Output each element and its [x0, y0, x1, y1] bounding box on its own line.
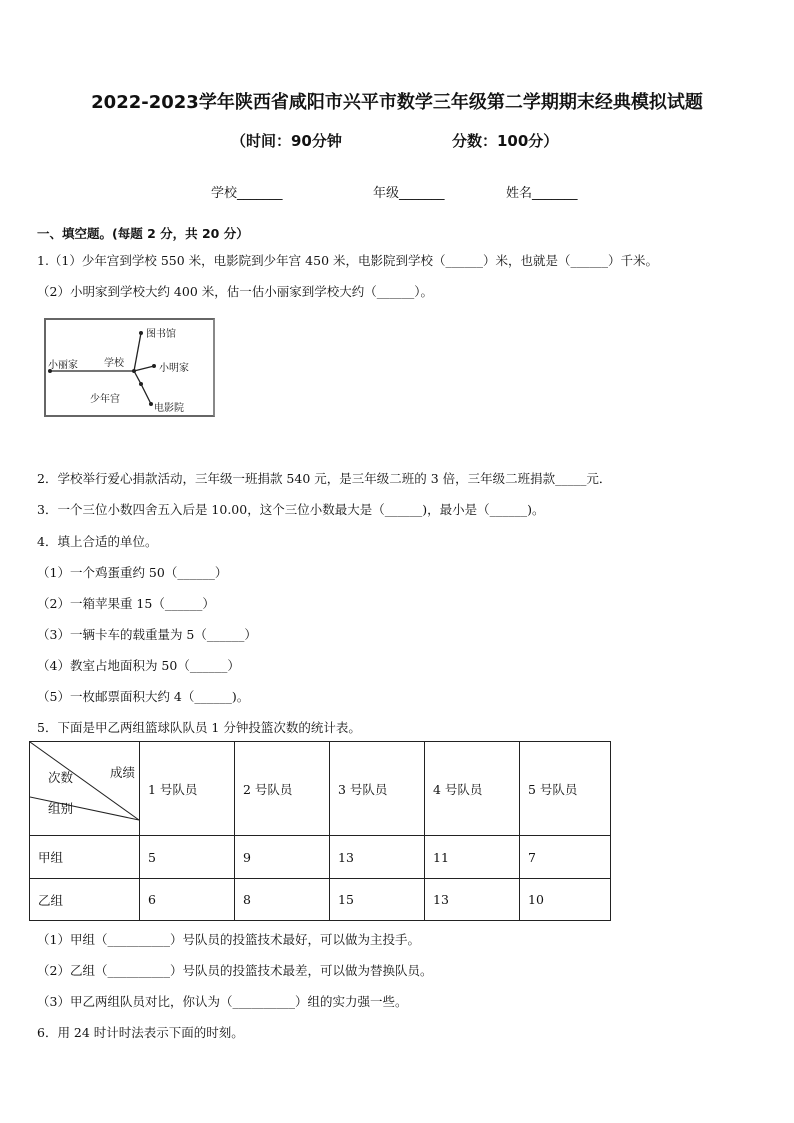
table-cell: 13	[330, 836, 425, 879]
map-library-label: 图书馆	[146, 329, 176, 340]
column-header: 4 号队员	[425, 742, 520, 836]
table-header-row	[30, 742, 611, 836]
question-5-2: （2）乙组（__________）号队员的投篮技术最差，可以做为替换队员。	[37, 963, 433, 978]
page-title: 2022-2023学年陕西省咸阳市兴平市数学三年级第二学期期末经典模拟试题	[91, 92, 703, 113]
question-4-5: （5）一枚邮票面积大约 4（______)。	[37, 689, 250, 704]
column-header: 1 号队员	[140, 742, 235, 836]
question-1-1: 1.（1）少年宫到学校 550 米，电影院到少年宫 450 米，电影院到学校（______）米，也就是（______）千米。	[37, 253, 658, 268]
column-header: 2 号队员	[235, 742, 330, 836]
question-5-3: （3）甲乙两组队员对比，你认为（__________）组的实力强一些。	[37, 994, 408, 1009]
question-4-1: （1）一个鸡蛋重约 50（______）	[37, 565, 228, 580]
question-3: 3．一个三位小数四舍五入后是 10.00，这个三位小数最大是（______)，最小是（______)。	[37, 502, 545, 517]
map-xiaoli-label: 小丽家	[48, 360, 78, 371]
corner-label-count: 次数	[48, 770, 74, 785]
row-group-label: 乙组	[30, 879, 140, 921]
map-xiaoming-label: 小明家	[159, 363, 189, 374]
table-cell: 11	[425, 836, 520, 879]
corner-diagonals	[30, 742, 147, 836]
row-group-label: 甲组	[30, 836, 140, 879]
table-cell: 6	[140, 879, 235, 921]
question-5-1: （1）甲组（__________）号队员的投篮技术最好，可以做为主投手。	[37, 932, 420, 947]
question-2: 2．学校举行爱心捐款活动，三年级一班捐款 540 元，是三年级二班的 3 倍，三年级二班捐款_____元．	[37, 471, 612, 486]
table-cell: 8	[235, 879, 330, 921]
grade-field: 年级_______	[373, 186, 445, 201]
map-cinema-label: 电影院	[154, 403, 184, 414]
section-heading: 一、填空题。(每题 2 分，共 20 分）	[37, 226, 249, 241]
question-5: 5．下面是甲乙两组篮球队队员 1 分钟投篮次数的统计表。	[37, 720, 361, 735]
question-4-2: （2）一箱苹果重 15（______）	[37, 596, 215, 611]
name-field: 姓名_______	[506, 186, 578, 201]
corner-label-group: 组别	[48, 801, 74, 816]
table-cell: 7	[520, 836, 611, 879]
question-4-3: （3）一辆卡车的载重量为 5（______）	[37, 627, 257, 642]
exam-score: 分数：100分）	[452, 132, 559, 150]
question-1-2: （2）小明家到学校大约 400 米，估一估小丽家到学校大约（______）。	[37, 284, 434, 299]
question-4-4: （4）教室占地面积为 50（______）	[37, 658, 240, 673]
map-school-label: 学校	[104, 358, 124, 369]
table-cell: 15	[330, 879, 425, 921]
table-row	[30, 836, 611, 879]
table-cell: 13	[425, 879, 520, 921]
school-field: 学校_______	[211, 186, 283, 201]
exam-time: （时间：90分钟	[231, 132, 342, 150]
question-4: 4．填上合适的单位。	[37, 534, 158, 549]
table-cell: 10	[520, 879, 611, 921]
score-table	[29, 741, 611, 921]
question-6: 6．用 24 时计时法表示下面的时刻。	[37, 1025, 244, 1040]
column-header: 3 号队员	[330, 742, 425, 836]
table-row	[30, 879, 611, 921]
table-cell: 9	[235, 836, 330, 879]
table-cell: 5	[140, 836, 235, 879]
route-map	[44, 318, 215, 417]
map-youth-palace-label: 少年宫	[90, 394, 120, 405]
corner-label-score: 成绩	[110, 765, 136, 780]
column-header: 5 号队员	[520, 742, 611, 836]
table-corner-cell	[30, 742, 140, 836]
